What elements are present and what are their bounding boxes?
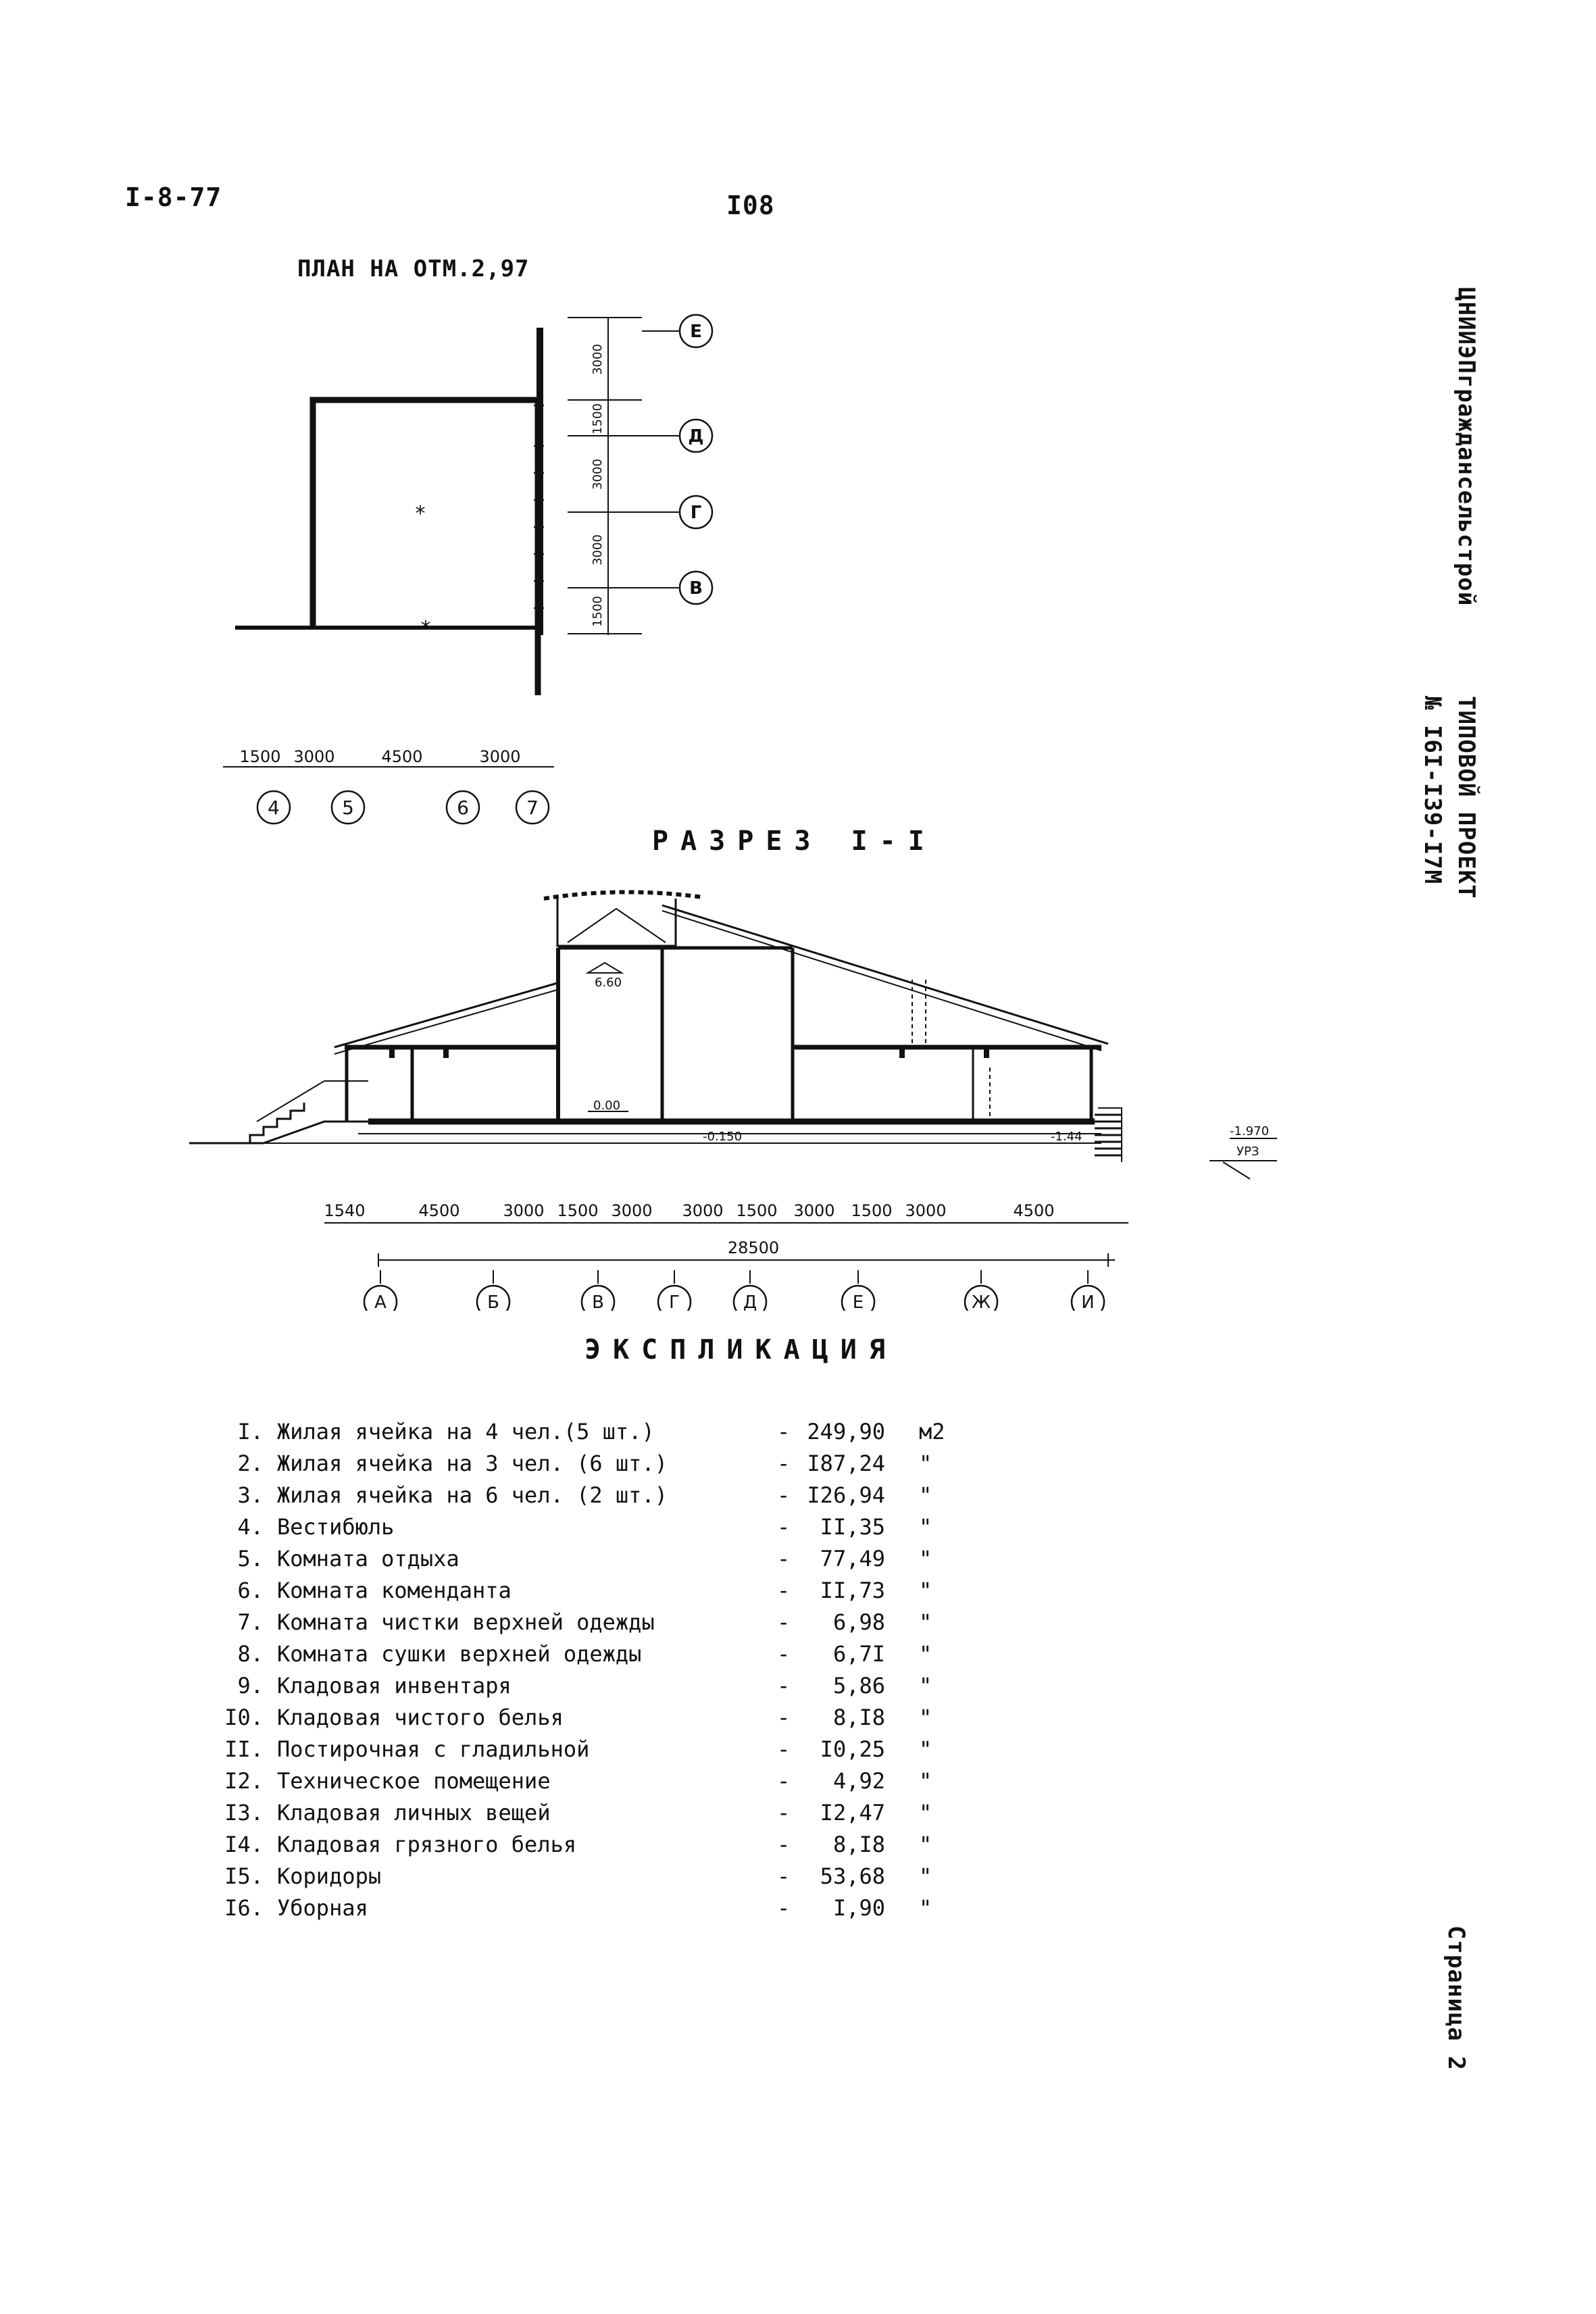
room-area: 4,92 <box>832 1768 885 1794</box>
row-number: I0. <box>224 1705 264 1730</box>
plan-dim-right: 3000 <box>591 344 605 375</box>
room-name: Кладовая чистого белья <box>277 1705 564 1730</box>
room-name: Кладовая инвентаря <box>277 1673 512 1699</box>
area-unit: " <box>919 1546 932 1571</box>
plan-dim-bottom: 1500 <box>239 747 281 766</box>
row-dash: - <box>777 1800 791 1826</box>
row-dash: - <box>777 1673 791 1699</box>
plan-axis-label-d: Д <box>688 426 704 447</box>
row-dash: - <box>777 1546 791 1571</box>
row-number: 3. <box>237 1482 264 1508</box>
section-dim: 3000 <box>503 1201 545 1220</box>
row-number: 7. <box>237 1609 264 1635</box>
area-unit: " <box>919 1832 932 1857</box>
section-axis-label-g: Г <box>669 1292 680 1311</box>
plan-axis-label-5: 5 <box>342 797 354 819</box>
room-name: Жилая ячейка на 3 чел. (6 шт.) <box>277 1451 668 1476</box>
row-dash: - <box>777 1578 791 1603</box>
section-dim: 3000 <box>611 1201 653 1220</box>
room-name: Комната сушки верхней одежды <box>277 1641 642 1667</box>
explication-row <box>223 1578 966 1609</box>
room-area: I,90 <box>832 1895 885 1921</box>
area-unit: " <box>919 1578 932 1603</box>
plan-room-mark: * <box>415 502 426 526</box>
room-area: 249,90 <box>807 1419 885 1444</box>
area-unit: " <box>919 1673 932 1699</box>
plan-axis-label-6: 6 <box>457 797 469 819</box>
plan-dim-bottom: 3000 <box>479 747 521 766</box>
row-dash: - <box>777 1863 791 1889</box>
area-unit: " <box>919 1641 932 1667</box>
section-dim: 1500 <box>557 1201 599 1220</box>
row-number: 6. <box>237 1578 264 1603</box>
area-unit: " <box>919 1609 932 1635</box>
room-area: 77,49 <box>820 1546 885 1571</box>
explication-row <box>223 1546 966 1577</box>
section-axis-label-d: Д <box>743 1292 757 1311</box>
plan-title: ПЛАН НА ОТМ.2,97 <box>297 255 530 282</box>
area-unit: " <box>919 1895 932 1921</box>
section-axis-label-i: И <box>1081 1292 1095 1311</box>
plan-dim-right: 1500 <box>591 403 605 434</box>
row-number: 4. <box>237 1514 264 1540</box>
room-name: Жилая ячейка на 6 чел. (2 шт.) <box>277 1482 668 1508</box>
plan-dim-bottom: 4500 <box>381 747 423 766</box>
row-dash: - <box>777 1895 791 1921</box>
row-dash: - <box>777 1419 791 1444</box>
row-number: II. <box>224 1736 264 1762</box>
room-name: Постирочная с гладильной <box>277 1736 590 1762</box>
explication-row <box>223 1609 966 1640</box>
explication-row <box>223 1800 966 1831</box>
plan-dim-right: 3000 <box>591 459 605 490</box>
row-dash: - <box>777 1482 791 1508</box>
plan-axis-label-7: 7 <box>526 797 539 819</box>
plan-wall-mark: * <box>420 617 431 640</box>
room-area: 8,I8 <box>832 1705 885 1730</box>
section-axis-label-v: В <box>592 1292 604 1311</box>
explication-row <box>223 1895 966 1926</box>
row-number: 9. <box>237 1673 264 1699</box>
row-number: I3. <box>224 1800 264 1826</box>
section-elev-floor: 0.00 <box>593 1099 621 1113</box>
section-elev-top: 6.60 <box>595 976 622 990</box>
project-title-line1: ТИПОВОЙ ПРОЕКТ <box>1453 696 1480 899</box>
section-dim: 3000 <box>905 1201 947 1220</box>
organization-stamp: ЦНИИЭПграждансельстрой <box>1453 287 1480 607</box>
section-dim: 1500 <box>851 1201 893 1220</box>
area-unit: " <box>919 1514 932 1540</box>
row-dash: - <box>777 1514 791 1540</box>
explication-row <box>223 1419 966 1450</box>
area-unit: " <box>919 1863 932 1889</box>
plan-axis-label-4: 4 <box>268 797 280 819</box>
explication-row <box>223 1514 966 1545</box>
section-dim: 3000 <box>682 1201 724 1220</box>
room-name: Кладовая грязного белья <box>277 1832 577 1857</box>
row-dash: - <box>777 1451 791 1476</box>
explication-row <box>223 1641 966 1672</box>
section-axis-label-zh: Ж <box>971 1292 991 1311</box>
section-dim: 4500 <box>418 1201 460 1220</box>
row-dash: - <box>777 1609 791 1635</box>
area-unit: м2 <box>919 1419 945 1444</box>
plan-axis-label-v: В <box>689 578 703 599</box>
section-elev-far1: -1.970 <box>1230 1124 1270 1138</box>
area-unit: " <box>919 1736 932 1762</box>
explication-row <box>223 1482 966 1513</box>
room-name: Вестибюль <box>277 1514 395 1540</box>
section-dim: 4500 <box>1013 1201 1055 1220</box>
sheet-page-label: Страница 2 <box>1443 1926 1470 2071</box>
plan-dim-right: 3000 <box>591 534 605 565</box>
section-axis-label-a: А <box>374 1292 386 1311</box>
document-code: I-8-77 <box>125 182 222 212</box>
room-area: 6,7I <box>832 1641 885 1667</box>
row-dash: - <box>777 1832 791 1857</box>
explication-row <box>223 1451 966 1482</box>
section-title: РАЗРЕЗ I-I <box>652 826 937 857</box>
section-total-dim: 28500 <box>727 1238 780 1257</box>
room-name: Кладовая личных вещей <box>277 1800 551 1826</box>
row-dash: - <box>777 1736 791 1762</box>
section-dim: 3000 <box>793 1201 835 1220</box>
section-elev-ground: -0.150 <box>703 1130 743 1144</box>
room-name: Коридоры <box>277 1863 382 1889</box>
area-unit: " <box>919 1482 932 1508</box>
room-area: I2,47 <box>820 1800 885 1826</box>
row-number: 5. <box>237 1546 264 1571</box>
room-area: I26,94 <box>807 1482 885 1508</box>
row-dash: - <box>777 1705 791 1730</box>
row-number: I2. <box>224 1768 264 1794</box>
room-area: 6,98 <box>832 1609 885 1635</box>
section-dim: 1540 <box>324 1201 366 1220</box>
section-dim: 1500 <box>736 1201 778 1220</box>
room-name: Комната коменданта <box>277 1578 512 1603</box>
room-area: I87,24 <box>807 1451 885 1476</box>
row-dash: - <box>777 1768 791 1794</box>
room-area: 8,I8 <box>832 1832 885 1857</box>
row-number: 2. <box>237 1451 264 1476</box>
row-dash: - <box>777 1641 791 1667</box>
explication-table <box>223 1419 980 1932</box>
area-unit: " <box>919 1451 932 1476</box>
explication-row <box>223 1768 966 1799</box>
explication-row <box>223 1736 966 1767</box>
page-number: I08 <box>726 191 775 220</box>
room-area: II,73 <box>820 1578 885 1603</box>
section-axis-label-e: Е <box>852 1292 864 1311</box>
room-name: Комната чистки верхней одежды <box>277 1609 655 1635</box>
section-axis-label-b: Б <box>487 1292 499 1311</box>
row-number: I4. <box>224 1832 264 1857</box>
area-unit: " <box>919 1768 932 1794</box>
row-number: I6. <box>224 1895 264 1921</box>
explication-row <box>223 1832 966 1863</box>
plan-dim-right: 1500 <box>591 596 605 627</box>
area-unit: " <box>919 1800 932 1826</box>
room-area: 53,68 <box>820 1863 885 1889</box>
room-area: I0,25 <box>820 1736 885 1762</box>
plan-dim-bottom: 3000 <box>293 747 335 766</box>
room-name: Жилая ячейка на 4 чел.(5 шт.) <box>277 1419 655 1444</box>
row-number: 8. <box>237 1641 264 1667</box>
plan-axis-label-g: Г <box>690 503 702 523</box>
room-area: 5,86 <box>832 1673 885 1699</box>
plan-bottom-axes <box>216 743 568 851</box>
explication-title: ЭКСПЛИКАЦИЯ <box>584 1334 897 1365</box>
row-number: I. <box>237 1419 264 1444</box>
explication-row <box>223 1705 966 1736</box>
explication-row <box>223 1673 966 1704</box>
section-elev-right: -1.44 <box>1051 1130 1082 1144</box>
project-title-line2: № I6I-I39-I7М <box>1419 696 1446 885</box>
area-unit: " <box>919 1705 932 1730</box>
explication-row <box>223 1863 966 1894</box>
section-drawing <box>189 878 1311 1311</box>
row-number: I5. <box>224 1863 264 1889</box>
room-area: II,35 <box>820 1514 885 1540</box>
section-elev-far2: УРЗ <box>1237 1145 1260 1159</box>
room-name: Уборная <box>277 1895 368 1921</box>
room-name: Комната отдыха <box>277 1546 459 1571</box>
plan-axis-label-e: Е <box>690 322 702 342</box>
room-name: Техническое помещение <box>277 1768 551 1794</box>
